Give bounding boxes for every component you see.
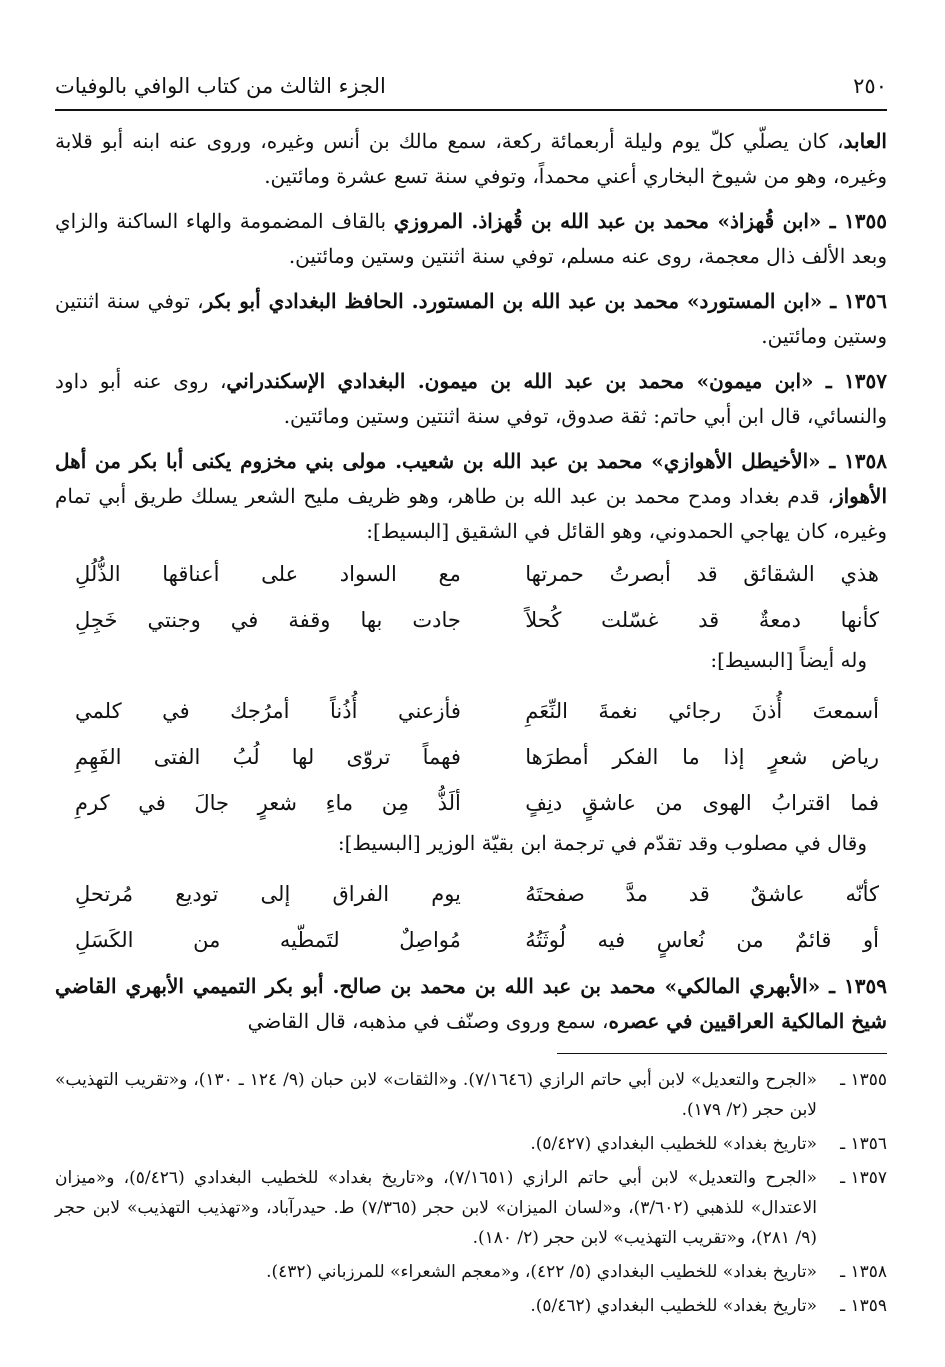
verse-line <box>55 597 887 643</box>
verse-first-hemistich: أسمعتَ أُذنَ رجائي نغمةَ النِّعَمِ <box>525 698 879 723</box>
running-title: الجزء الثالث من كتاب الوافي بالوفيات <box>55 74 386 98</box>
entry-heading: ١٣٥٦ ـ «ابن المستورد» محمد بن عبد الله بن المستورد. الحافظ البغدادي أبو بكر <box>203 289 888 313</box>
poem-2 <box>55 688 887 826</box>
verse-line <box>55 688 887 734</box>
verse-line <box>55 780 887 826</box>
entry-1357 <box>55 364 887 434</box>
entry-text: بالقاف المضمومة والهاء الساكنة والزاي وبعد الألف ذال معجمة، روى عنه مسلم، توفي سنة اثنتين وستين ومائتين. <box>55 209 887 268</box>
footnote-text: «الجرح والتعديل» لابن أبي حاتم الرازي (٧/١٦٥١)، و«تاريخ بغداد» للخطيب البغدادي (٥/٤٢٦)، و«ميزان الاعتدال» للذهبي (٣/٦٠٢)، و«لسان الميزان» لابن حجر (٧/٣٦٥) ط. حيدرآباد، و«تهذيب التهذيب» لابن حجر (٩/ ٢٨١)، و«تقريب التهذيب» لابن حجر (٢/ ١٨٠). <box>55 1168 817 1248</box>
entry-text: ، قدم بغداد ومدح محمد بن عبد الله بن طاهر، وهو ظريف مليح الشعر يسلك طريق أبي تمام وغيره، كان يهاجي الحمدوني، وهو القائل في الشقيق [البسيط]: <box>55 484 887 543</box>
verse-line <box>55 871 887 917</box>
footnote-text: «تاريخ بغداد» للخطيب البغدادي (٥/٤٢٧). <box>530 1134 817 1154</box>
verse-second-hemistich: جادت بها وقفة في وجنتي خَجِلِ <box>75 607 461 632</box>
entry-1358 <box>55 444 887 549</box>
entry-heading: ١٣٥٨ ـ «الأخيطل الأهوازي» محمد بن عبد الله بن شعيب. مولى بني مخزوم يكنى أبا بكر من أهل الأهواز <box>55 449 887 508</box>
verse-second-hemistich: يوم الفراق إلى توديع مُرتحلِ <box>75 881 461 906</box>
main-text <box>55 124 887 1049</box>
footnote-text: «الجرح والتعديل» لابن أبي حاتم الرازي (٧/١٦٤٦). و«الثقات» لابن حبان (٩/ ١٢٤ ـ ١٣٠)، و«تقريب التهذيب» لابن حجر (٢/ ١٧٩). <box>55 1070 817 1120</box>
footnote-number: ١٣٥٦ ـ <box>840 1134 887 1154</box>
verse-second-hemistich: فهماً تروّى لها لُبُ الفتى الفَهِمِ <box>75 744 461 769</box>
footnote-number: ١٣٥٨ ـ <box>840 1262 887 1282</box>
verse-second-hemistich: مُواصِلٌ لتَمطّيه من الكَسَلِ <box>75 927 461 952</box>
verse-line <box>55 551 887 597</box>
entry-1356 <box>55 284 887 354</box>
poem-intro: وله أيضاً [البسيط]: <box>710 648 867 672</box>
header-divider <box>55 109 887 111</box>
entry-heading: ١٣٥٩ ـ «الأبهري المالكي» محمد بن عبد الله بن محمد بن صالح. أبو بكر التميمي الأبهري القاضي شيخ المالكية العراقيين في عصره <box>55 974 887 1033</box>
page-header <box>55 66 887 106</box>
page-number: ٢٥٠ <box>853 74 887 98</box>
verse-first-hemistich: كأنها دمعةٌ قد غسّلت كُحلاً <box>525 607 879 632</box>
verse-first-hemistich: أو قائمٌ من نُعاسٍ فيه لُوثَتُهُ <box>525 927 879 952</box>
footnote-number: ١٣٥٩ ـ <box>840 1296 887 1316</box>
entry-bold-text: العابد <box>843 129 887 153</box>
entry-1355 <box>55 204 887 274</box>
verse-line <box>55 734 887 780</box>
entry-continuation <box>55 124 887 194</box>
verse-first-hemistich: رياض شعرٍ إذا ما الفكر أمطرَها <box>525 744 879 769</box>
poem-1 <box>55 551 887 643</box>
entry-text: ، روى عنه أبو داود والنسائي، قال ابن أبي حاتم: ثقة صدوق، توفي سنة اثنتين وستين ومائتين. <box>55 369 887 428</box>
entry-text: ، توفي سنة اثنتين وستين ومائتين. <box>55 289 887 348</box>
footnote <box>55 1291 887 1321</box>
footnote-text: «تاريخ بغداد» للخطيب البغدادي (٥/ ٤٢٢)، و«معجم الشعراء» للمرزباني (٤٣٢). <box>266 1262 817 1282</box>
verse-second-hemistich: مع السواد على أعناقها الذُّلُلِ <box>75 561 461 586</box>
entry-heading: ١٣٥٧ ـ «ابن ميمون» محمد بن عبد الله بن ميمون. البغدادي الإسكندراني <box>226 369 887 393</box>
footnote <box>55 1163 887 1253</box>
footnote-text: «تاريخ بغداد» للخطيب البغدادي (٥/٤٦٢). <box>530 1296 817 1316</box>
footnote <box>55 1257 887 1287</box>
entry-heading: ١٣٥٥ ـ «ابن قُهزاذ» محمد بن عبد الله بن قُهزاذ. المروزي <box>393 209 887 233</box>
footnote-number: ١٣٥٥ ـ <box>840 1070 887 1090</box>
entry-1359 <box>55 969 887 1039</box>
verse-line <box>55 917 887 963</box>
footnote-number: ١٣٥٧ ـ <box>840 1168 887 1188</box>
footnote <box>55 1129 887 1159</box>
verse-first-hemistich: فما اقترابُ الهوى من عاشقٍ دنِفٍ <box>525 790 879 815</box>
verse-first-hemistich: كأنّه عاشقٌ قد مدَّ صفحتَهُ <box>525 881 879 906</box>
entry-text: ، كان يصلّي كلّ يوم وليلة أربعمائة ركعة، سمع مالك بن أنس وغيره، وروى عنه ابنه أبو قلابة وغيره، وهو من شيوخ البخاري أعني محمداً، وتوفي سنة تسع عشرة ومائتين. <box>55 129 887 188</box>
footnotes <box>55 1065 887 1325</box>
verse-second-hemistich: فأزعني أُذُناً أمرُجك في كلمي <box>75 698 461 723</box>
footnote <box>55 1065 887 1125</box>
verse-second-hemistich: ألَذُّ مِن ماءِ شعرٍ جالَ في كرمِ <box>75 790 461 815</box>
poem-3 <box>55 871 887 963</box>
entry-text: ، سمع وروى وصنّف في مذهبه، قال القاضي <box>247 1009 609 1033</box>
verse-first-hemistich: هذي الشقائق قد أبصرتُ حمرتها <box>525 561 879 586</box>
poem-intro: وقال في مصلوب وقد تقدّم في ترجمة ابن بقيّة الوزير [البسيط]: <box>337 831 867 855</box>
footnote-divider <box>557 1053 887 1054</box>
